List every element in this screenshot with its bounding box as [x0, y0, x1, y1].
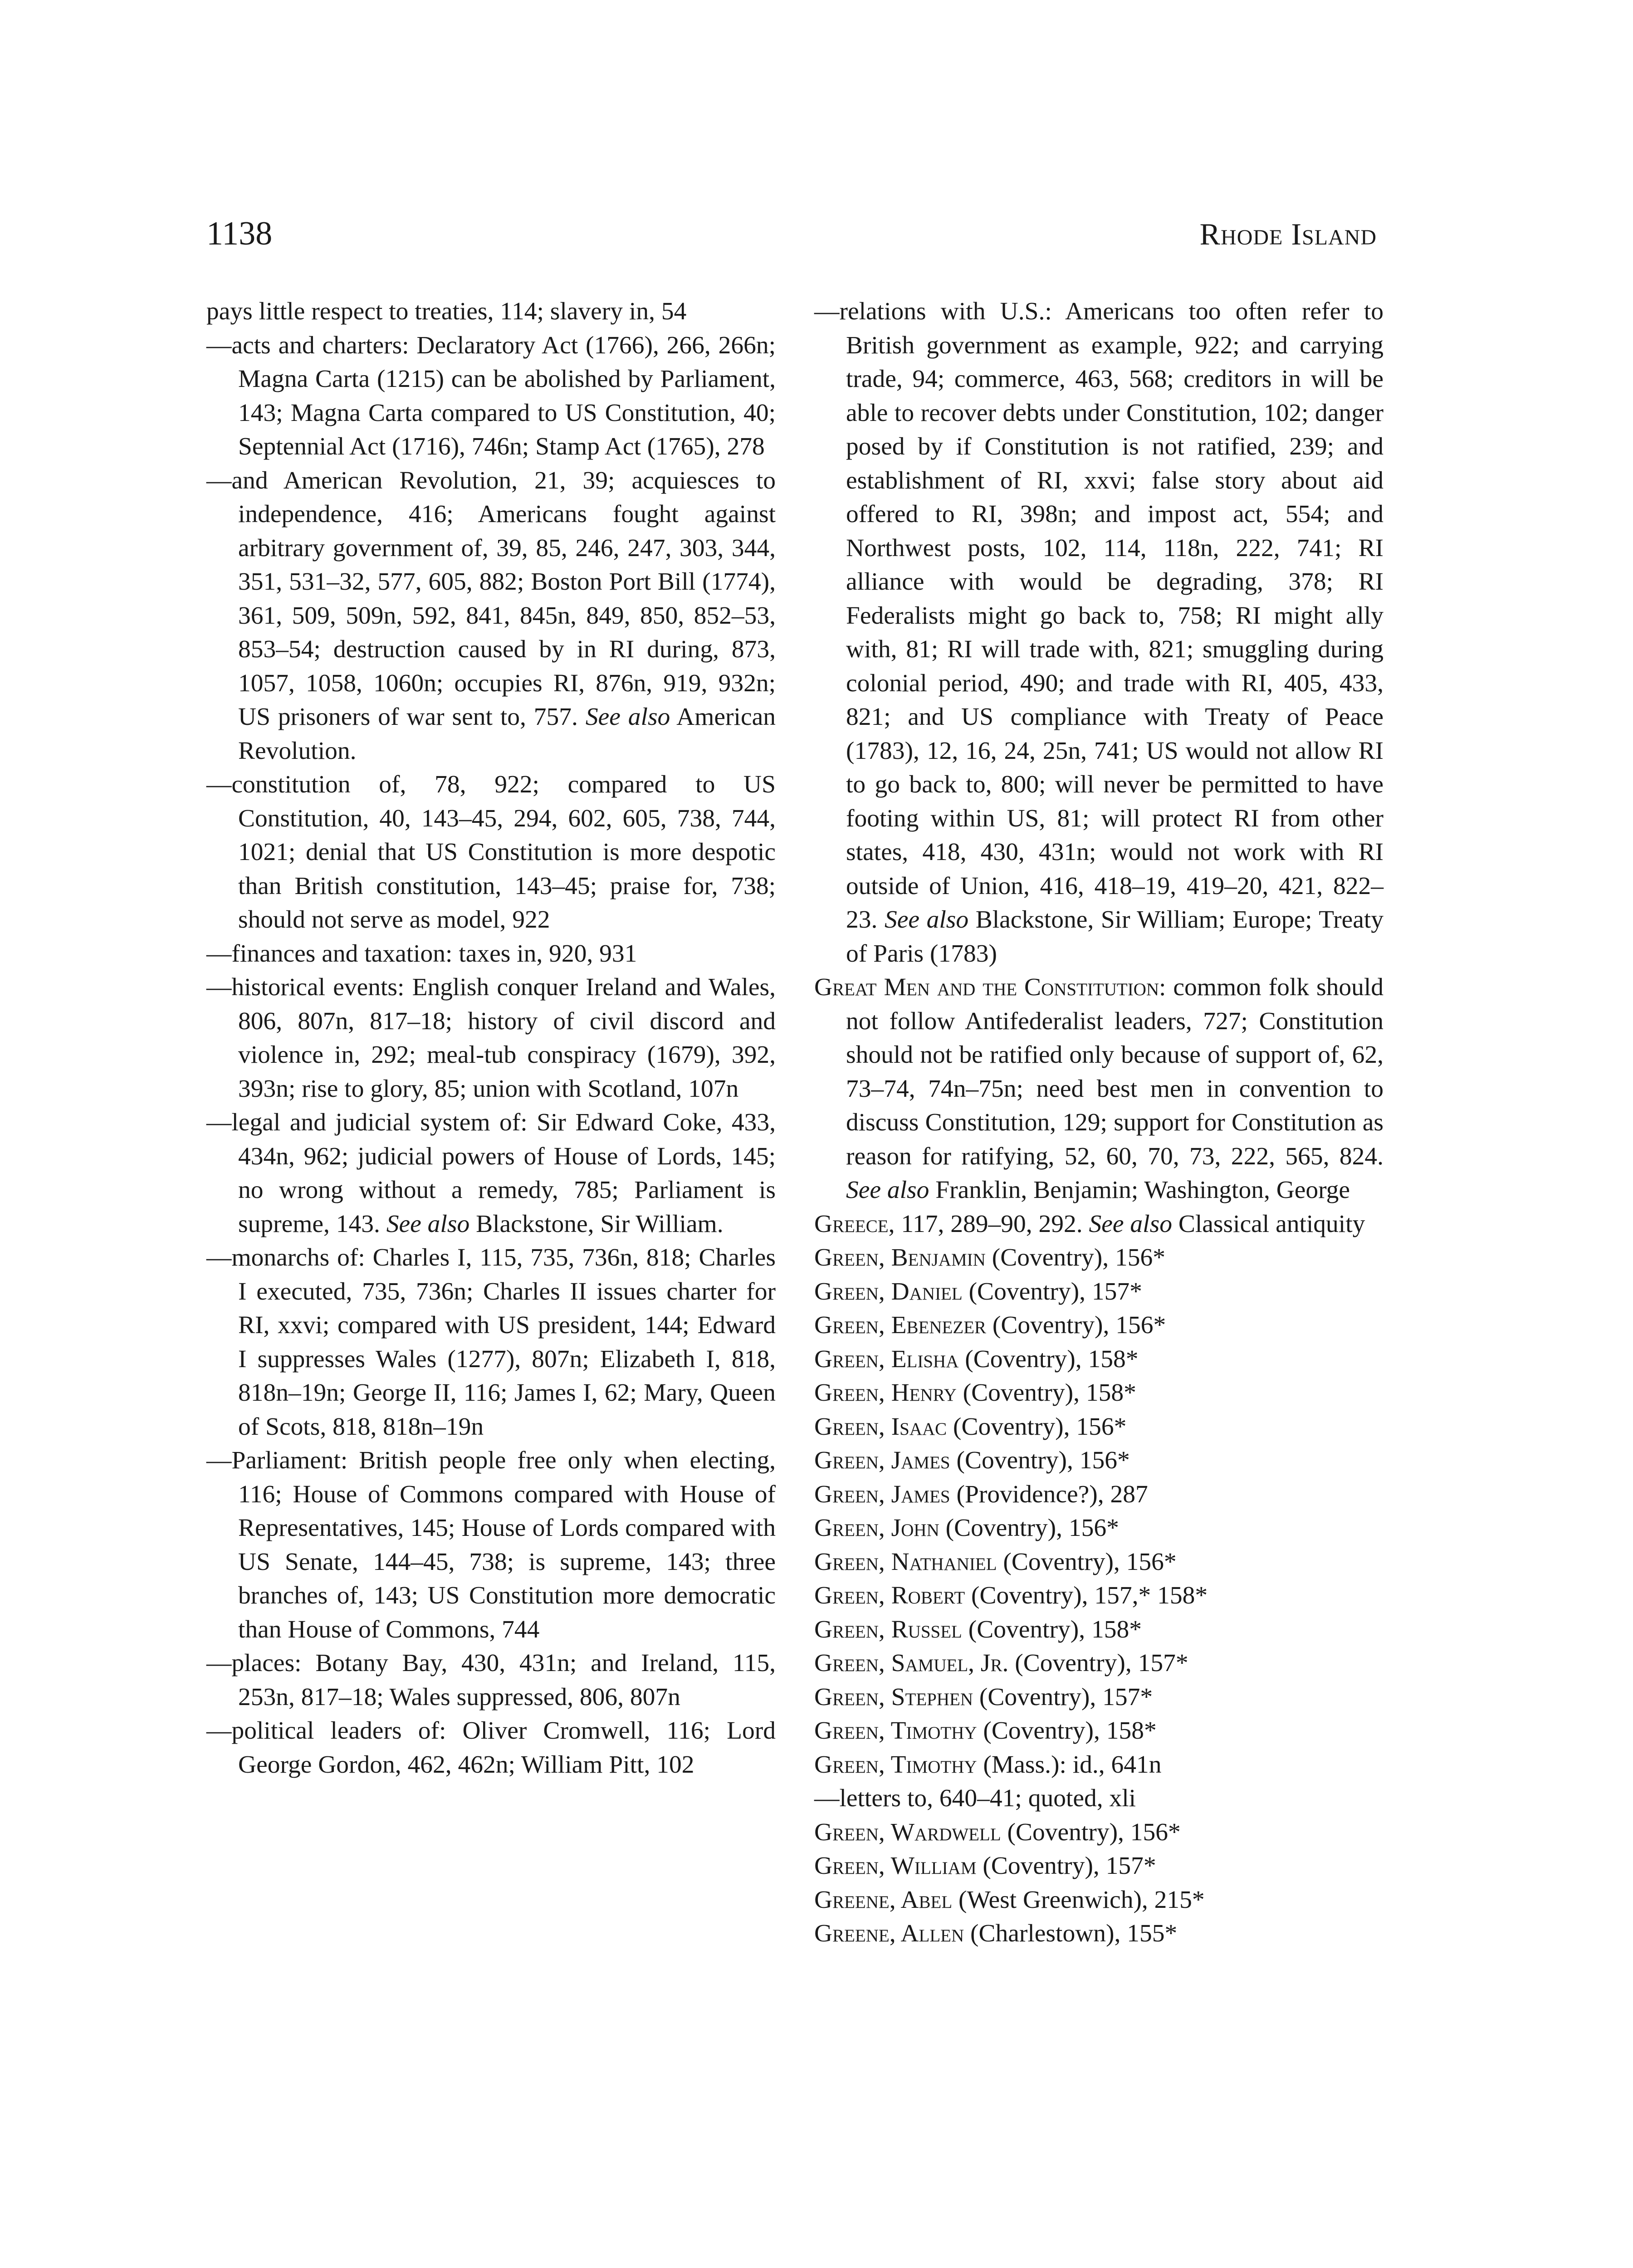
index-entry: [814, 1816, 1384, 1850]
index-entry: [814, 1343, 1384, 1377]
index-entry: [206, 329, 776, 464]
entry-text: (Charlestown), 155*: [970, 1920, 1178, 1947]
see-also-target: Blackstone, Sir William; Europe; Treaty of Paris (1783): [846, 906, 1384, 968]
index-entry: [814, 971, 1384, 1207]
entry-text: (Coventry), 156*: [1003, 1548, 1177, 1576]
entry-heading: Green, Timothy: [814, 1750, 977, 1779]
entry-text: (Providence?), 287: [956, 1480, 1148, 1508]
index-entry: [206, 295, 776, 329]
index-entry: [814, 1410, 1384, 1444]
see-also-target: American Revolution.: [238, 703, 776, 765]
index-entry: [206, 971, 776, 1106]
entry-heading: Green, Stephen: [814, 1683, 973, 1711]
see-also-label: See also: [585, 703, 670, 731]
entry-text: —legal and judicial system of: Sir Edward Coke, 433, 434n, 962; judicial powers of House of Lords, 145; no wrong without a remedy, 785; Parliament is supreme, 143.: [206, 1109, 776, 1238]
index-entry: [814, 1376, 1384, 1410]
entry-heading: Green, Elisha: [814, 1345, 959, 1373]
see-also-label: See also: [846, 1176, 929, 1204]
index-entry: [206, 1647, 776, 1714]
index-entry: [814, 1681, 1384, 1715]
entry-heading: Greene, Allen: [814, 1920, 964, 1947]
index-entry: [814, 1647, 1384, 1681]
entry-text: (Coventry), 158*: [963, 1379, 1136, 1407]
entry-heading: Green, Timothy: [814, 1717, 977, 1745]
entry-heading: Green, Daniel: [814, 1277, 963, 1305]
entry-heading: Green, Isaac: [814, 1413, 947, 1441]
running-head: Rhode Island: [1199, 217, 1377, 251]
entry-text: (Coventry), 157*: [983, 1852, 1156, 1880]
entry-text: —letters to, 640–41; quoted, xli: [814, 1784, 1136, 1812]
index-entry: [206, 1714, 776, 1782]
entry-text: —political leaders of: Oliver Cromwell, 116; Lord George Gordon, 462, 462n; William Pitt, 102: [206, 1717, 776, 1779]
entry-heading: Greene, Abel: [814, 1886, 953, 1914]
index-entry: [814, 1849, 1384, 1883]
entry-heading: Great Men and the Constitution:: [814, 973, 1166, 1001]
index-entry: [206, 1241, 776, 1444]
entry-text: —finances and taxation: taxes in, 920, 931: [206, 939, 637, 968]
entry-heading: Green, Russel: [814, 1615, 962, 1643]
index-entry: [814, 1511, 1384, 1545]
entry-heading: Green, William: [814, 1852, 977, 1880]
see-also-target: Classical antiquity: [1178, 1210, 1365, 1238]
index-entry: [814, 1241, 1384, 1275]
right-column: [814, 295, 1384, 1951]
entry-heading: Green, Ebenezer: [814, 1311, 987, 1339]
index-entry: [814, 1613, 1384, 1647]
entry-heading: Green, Henry: [814, 1379, 957, 1407]
index-entry: [814, 1444, 1384, 1478]
entry-text: 117, 289–90, 292.: [901, 1210, 1083, 1238]
entry-text: (Coventry), 156*: [1007, 1818, 1181, 1846]
entry-text: (Coventry), 156*: [992, 1244, 1165, 1271]
see-also-target: Franklin, Benjamin; Washington, George: [935, 1176, 1350, 1204]
entry-text: —Parliament: British people free only when electing, 116; House of Commons compared with House of Representatives, 145; House of Lords compared with US Senate, 144–45, 738; is supreme, 143; three branches of, 143; US Constitution more democratic than House of Commons, 744: [206, 1447, 776, 1643]
entry-text: —relations with U.S.: Americans too often refer to British government as example, 922; and carrying trade, 94; commerce, 463, 568; creditors in will be able to recover debts under Constitution, 102; danger posed by if Constitution is not ratified, 239; and establishment of RI, xxvi; false story about aid offered to RI, 398n; and impost act, 554; and Northwest posts, 102, 114, 118n, 222, 741; RI alliance with would be degrading, 378; RI Federalists might go back to, 758; RI might ally with, 81; RI will trade with, 821; smuggling during colonial period, 490; and trade with RI, 405, 433, 821; and US compliance with Treaty of Peace (1783), 12, 16, 24, 25n, 741; US would not allow RI to go back to, 800; will never be permitted to have footing within US, 81; will protect RI from other states, 418, 430, 431n; would not work with RI outside of Union, 416, 418–19, 419–20, 421, 822–23.: [814, 298, 1384, 934]
index-entry: [206, 768, 776, 937]
entry-text: (Coventry), 157*: [968, 1277, 1142, 1305]
entry-heading: Green, Samuel, Jr.: [814, 1649, 1009, 1677]
index-entry: [814, 1579, 1384, 1613]
index-entry: [206, 464, 776, 768]
index-entry: [814, 1917, 1384, 1951]
index-entry: [206, 937, 776, 971]
see-also-label: See also: [386, 1210, 470, 1238]
entry-heading: Greece,: [814, 1210, 895, 1238]
entry-text: pays little respect to treaties, 114; slavery in, 54: [206, 298, 687, 325]
see-also-target: Blackstone, Sir William.: [476, 1210, 724, 1238]
see-also-label: See also: [884, 906, 969, 934]
entry-text: (Coventry), 156*: [992, 1311, 1166, 1339]
index-entry: [206, 1444, 776, 1647]
index-entry: [814, 1714, 1384, 1748]
index-entry: [814, 1883, 1384, 1917]
entry-heading: Green, Robert: [814, 1582, 965, 1609]
index-entry: [814, 295, 1384, 971]
entry-text: —places: Botany Bay, 430, 431n; and Ireland, 115, 253n, 817–18; Wales suppressed, 806, 807n: [206, 1649, 776, 1711]
left-column: [206, 295, 776, 1782]
entry-text: (Coventry), 156*: [945, 1514, 1119, 1542]
entry-text: —constitution of, 78, 922; compared to US Constitution, 40, 143–45, 294, 602, 605, 738, 744, 1021; denial that US Constitution is more despotic than British constitution, 143–45; praise for, 738; should not serve as model, 922: [206, 771, 776, 934]
index-entry: [814, 1748, 1384, 1782]
index-entry: [206, 1106, 776, 1241]
entry-text: —acts and charters: Declaratory Act (1766), 266, 266n; Magna Carta (1215) can be abolished by Parliament, 143; Magna Carta compared to US Constitution, 40; Septennial Act (1716), 746n; Stamp Act (1765), 278: [206, 331, 776, 460]
entry-heading: Green, John: [814, 1514, 939, 1542]
entry-text: (Coventry), 158*: [983, 1717, 1157, 1745]
entry-text: (Coventry), 156*: [953, 1413, 1127, 1441]
index-entry: [814, 1309, 1384, 1343]
entry-text: (Coventry), 158*: [965, 1345, 1139, 1373]
entry-heading: Green, Nathaniel: [814, 1548, 997, 1576]
entry-text: —monarchs of: Charles I, 115, 735, 736n, 818; Charles I executed, 735, 736n; Charles II issues charter for RI, xxvi; compared with US president, 144; Edward I suppresses Wales (1277), 807n; Elizabeth I, 818, 818n–19n; George II, 116; James I, 62; Mary, Queen of Scots, 818, 818n–19n: [206, 1244, 776, 1441]
entry-text: (Coventry), 157,* 158*: [971, 1582, 1208, 1609]
entry-text: (Coventry), 157*: [1015, 1649, 1188, 1677]
see-also-label: See also: [1089, 1210, 1172, 1238]
entry-heading: Green, James: [814, 1480, 950, 1508]
entry-text: (Mass.): id., 641n: [983, 1750, 1162, 1779]
page-number: 1138: [206, 215, 273, 252]
index-entry: [814, 1478, 1384, 1512]
entry-text: —and American Revolution, 21, 39; acquiesces to independence, 416; Americans fought against arbitrary government of, 39, 85, 246, 247, 303, 344, 351, 531–32, 577, 605, 882; Boston Port Bill (1774), 361, 509, 509n, 592, 841, 845n, 849, 850, 852–53, 853–54; destruction caused by in RI during, 873, 1057, 1058, 1060n; occupies RI, 876n, 919, 932n; US prisoners of war sent to, 757.: [206, 466, 776, 731]
entry-text: (Coventry), 156*: [956, 1447, 1130, 1474]
index-entry: [814, 1275, 1384, 1309]
entry-text: (Coventry), 158*: [968, 1615, 1142, 1643]
entry-text: (Coventry), 157*: [979, 1683, 1153, 1711]
entry-heading: Green, Wardwell: [814, 1818, 1001, 1846]
entry-heading: Green, James: [814, 1447, 950, 1474]
entry-text: (West Greenwich), 215*: [958, 1886, 1205, 1914]
entry-heading: Green, Benjamin: [814, 1244, 986, 1271]
entry-text: —historical events: English conquer Ireland and Wales, 806, 807n, 817–18; history of civil discord and violence in, 292; meal-tub conspiracy (1679), 392, 393n; rise to glory, 85; union with Scotland, 107n: [206, 973, 776, 1103]
index-entry: [814, 1782, 1384, 1816]
index-entry: [814, 1207, 1384, 1242]
index-entry: [814, 1545, 1384, 1579]
entry-text: common folk should not follow Antifederalist leaders, 727; Constitution should not be ratified only because of support of, 62, 73–74, 74n–75n; need best men in convention to discuss Constitution, 129; support for Constitution as reason for ratifying, 52, 60, 70, 73, 222, 565, 824.: [846, 973, 1384, 1170]
